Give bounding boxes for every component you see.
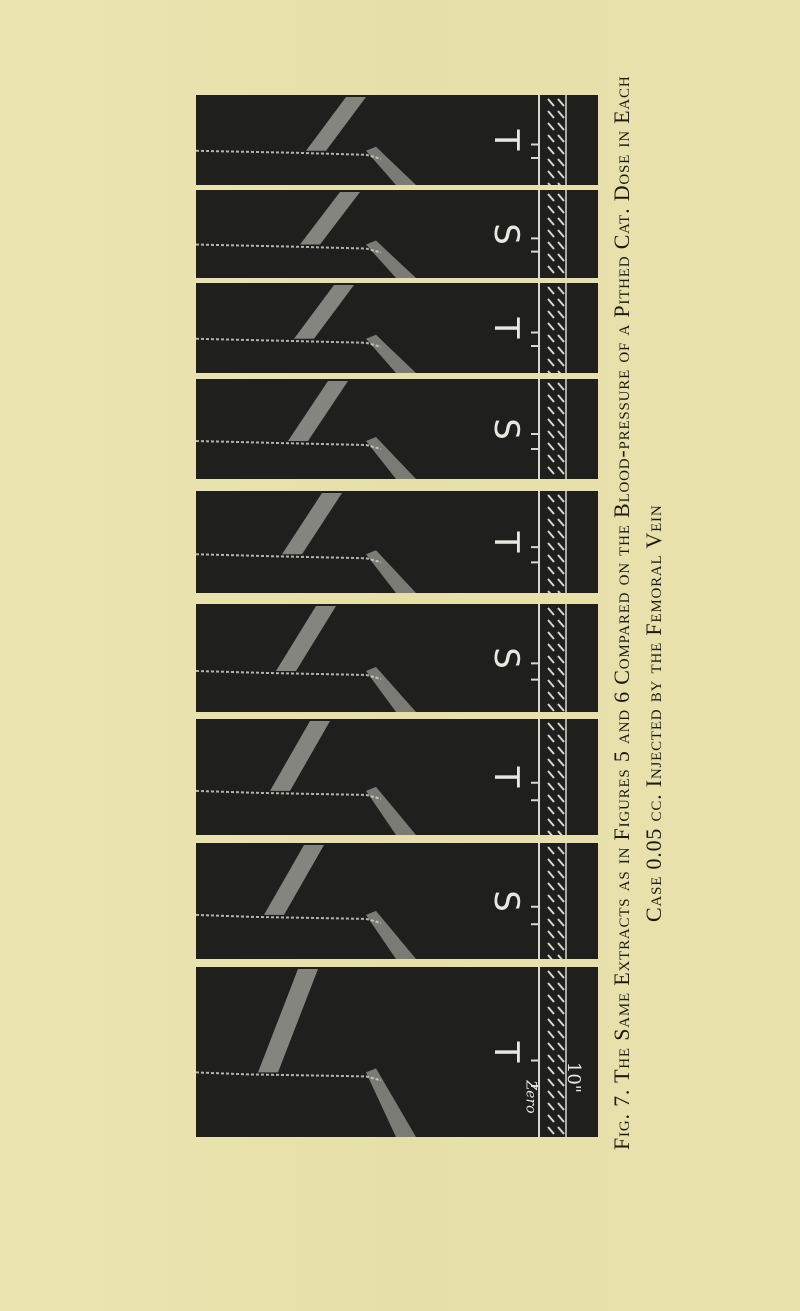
strip-label: T [486,1041,526,1063]
time-marker-label: 10" [563,1061,585,1094]
kymograph-plate [196,95,598,1137]
strip-label: S [486,890,526,912]
strip-trace [196,190,598,278]
strip-trace [196,843,598,959]
strip-label: S [486,647,526,669]
strip-label: S [486,418,526,440]
strip-label: T [486,531,526,553]
figure-caption [606,50,670,1150]
kymograph-strip [196,604,598,712]
strip-label: T [486,766,526,788]
kymograph-strip [196,190,598,278]
caption-line-1: Fig. 7. The Same Extracts as in Figures 5 and 6 Compared on the Blood-pressure of a Pithed Cat. Dose in Each [609,75,634,1150]
strip-trace [196,491,598,593]
strip-trace [196,379,598,479]
caption-line-2: Case 0.05 cc. Injected by the Femoral Vein [641,504,666,922]
kymograph-strip [196,95,598,185]
zero-marker-label: Zero [522,1080,539,1114]
kymograph-strip [196,283,598,373]
strip-label: T [486,129,526,151]
kymograph-strip [196,491,598,593]
strip-trace [196,719,598,835]
strip-label: T [486,317,526,339]
kymograph-strip [196,379,598,479]
strip-trace [196,95,598,185]
strip-trace [196,604,598,712]
kymograph-strip [196,843,598,959]
strip-trace [196,283,598,373]
strip-label: S [486,223,526,245]
kymograph-strip [196,967,598,1137]
kymograph-strip [196,719,598,835]
